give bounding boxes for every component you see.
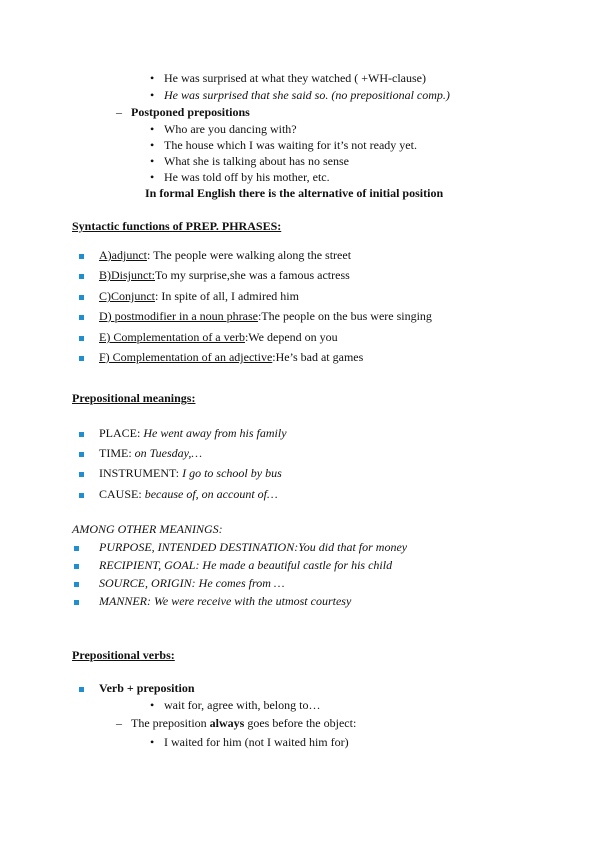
section-heading: Prepositional verbs: — [72, 648, 175, 662]
square-bullet-icon — [79, 356, 84, 361]
list-item — [99, 289, 299, 303]
list-item — [99, 248, 351, 262]
bullet-dot: • — [150, 170, 155, 184]
item-label: F) Complementation of an adjective — [99, 350, 273, 364]
square-bullet-icon — [79, 472, 84, 477]
square-bullet-icon — [79, 432, 84, 437]
dash-text-tail: goes before the object: — [244, 716, 357, 730]
item-example: because of, on account of… — [144, 487, 278, 501]
list-item — [99, 350, 363, 364]
dash-marker: – — [116, 105, 122, 119]
section-heading: Syntactic functions of PREP. PHRASES: — [72, 219, 282, 233]
list-item — [99, 446, 202, 460]
bullet-text: He was surprised at what they watched ( +WH-clause) — [164, 71, 427, 85]
bullet-line — [150, 170, 330, 184]
item-label: INSTRUMENT: — [99, 466, 183, 480]
square-bullet-icon — [79, 274, 84, 279]
bullet-dot: • — [150, 154, 155, 168]
item-text: :The people on the bus were singing — [257, 309, 432, 323]
square-bullet-icon — [79, 493, 84, 498]
item-text: :We depend on you — [244, 330, 338, 344]
item-example: I go to school by bus — [182, 466, 282, 480]
bullet-line — [150, 698, 320, 712]
square-bullet-icon — [79, 687, 84, 692]
square-bullet-icon — [79, 295, 84, 300]
postponed-heading: Postponed prepositions — [131, 105, 250, 119]
bullet-text: He was told off by his mother, etc. — [164, 170, 330, 184]
item-label: B)Disjunct: — [99, 268, 155, 282]
square-bullet-icon — [79, 452, 84, 457]
dash-marker: – — [116, 716, 122, 730]
item-label: PLACE: — [99, 426, 144, 440]
bullet-line — [150, 138, 417, 152]
item-label: E) Complementation of a verb — [99, 330, 245, 344]
item-example: He went away from his family — [143, 426, 287, 440]
item-label: D) postmodifier in a noun phrase — [99, 309, 258, 323]
bullet-text: He was surprised that she said so. (no prepositional comp.) — [164, 88, 450, 102]
square-bullet-icon — [74, 564, 79, 569]
bullet-dot: • — [150, 138, 155, 152]
list-item: PURPOSE, INTENDED DESTINATION:You did that for money — [99, 540, 408, 554]
bullet-text: What she is talking about has no sense — [164, 154, 349, 168]
bullet-text: Who are you dancing with? — [164, 122, 297, 136]
item-label: A)adjunct — [99, 248, 147, 262]
item-label: CAUSE: — [99, 487, 145, 501]
list-item — [99, 330, 338, 344]
bullet-dot: • — [150, 698, 155, 712]
square-bullet-icon — [79, 315, 84, 320]
item-example: on Tuesday,… — [134, 446, 203, 460]
bullet-dot: • — [150, 88, 155, 102]
postponed-note: In formal English there is the alternative of initial position — [145, 186, 444, 200]
bullet-text: The house which I was waiting for it’s not ready yet. — [164, 138, 417, 152]
item-label: TIME: — [99, 446, 135, 460]
bullet-text: wait for, agree with, belong to… — [164, 698, 321, 712]
bullet-dot: • — [150, 122, 155, 136]
bullet-line — [150, 735, 349, 749]
bullet-text: I waited for him (not I waited him for) — [164, 735, 349, 749]
square-bullet-icon — [74, 600, 79, 605]
dash-line — [116, 716, 356, 730]
item-text: : The people were walking along the street — [146, 248, 352, 262]
list-item: RECIPIENT, GOAL: He made a beautiful castle for his child — [99, 558, 393, 572]
dash-line — [116, 105, 250, 119]
list-item — [99, 426, 287, 440]
subheading: AMONG OTHER MEANINGS: — [72, 522, 223, 536]
bullet-dot: • — [150, 735, 155, 749]
list-item: SOURCE, ORIGIN: He comes from … — [99, 576, 285, 590]
bullet-dot: • — [150, 71, 155, 85]
bullet-line — [150, 88, 450, 102]
bullet-line — [150, 154, 349, 168]
item-text: To my surprise,she was a famous actress — [155, 268, 350, 282]
list-item: MANNER: We were receive with the utmost courtesy — [99, 594, 352, 608]
item-text: : In spite of all, I admired him — [155, 289, 299, 303]
square-bullet-icon — [74, 582, 79, 587]
list-item — [99, 487, 278, 501]
square-bullet-icon — [74, 546, 79, 551]
list-item — [99, 466, 282, 480]
list-item — [99, 309, 432, 323]
dash-bold: always — [209, 716, 245, 730]
item-label: C)Conjunct — [99, 289, 155, 303]
square-bullet-icon — [79, 336, 84, 341]
section-heading: Prepositional meanings: — [72, 391, 196, 405]
list-item — [99, 268, 350, 282]
item-text: :He’s bad at games — [272, 350, 364, 364]
list-item: Verb + preposition — [99, 681, 195, 695]
square-bullet-icon — [79, 254, 84, 259]
bullet-line — [150, 71, 426, 85]
dash-text: The preposition — [131, 716, 210, 730]
bullet-line — [150, 122, 297, 136]
